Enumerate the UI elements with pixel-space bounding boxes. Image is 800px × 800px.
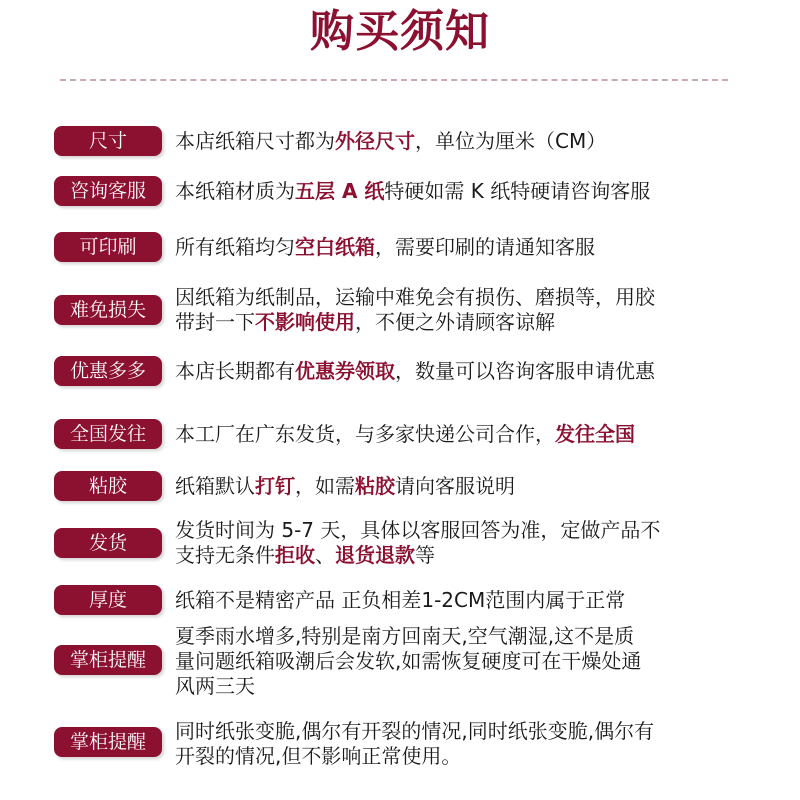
highlight-text: 优惠券领取 <box>295 359 395 383</box>
section-text-line <box>175 285 775 309</box>
section-text-line <box>175 624 775 648</box>
section-text-line <box>175 129 775 153</box>
body-text: 发货时间为 5-7 天，具体以客服回答为准，定做产品不 <box>175 518 661 542</box>
body-text: 风两三天 <box>175 674 255 698</box>
highlight-text: 打钉 <box>255 474 295 498</box>
body-text: 本工厂在广东发货，与多家快递公司合作， <box>175 422 555 446</box>
section-text-line <box>175 719 775 743</box>
section-text-line <box>175 649 775 673</box>
body-text: 带封一下 <box>175 310 255 334</box>
body-text: 所有纸箱均匀 <box>175 235 295 259</box>
highlight-text: 外径尺寸 <box>335 129 415 153</box>
section-badge: 全国发往 <box>54 419 162 449</box>
section-text-line <box>175 518 775 542</box>
body-text: ，不便之外请顾客谅解 <box>355 310 555 334</box>
highlight-text: 退货退款 <box>335 543 415 567</box>
section-text-line <box>175 588 775 612</box>
section-text-line <box>175 474 775 498</box>
body-text: 特硬如需 K 纸特硬请咨询客服 <box>384 179 651 203</box>
body-text: 等 <box>415 543 435 567</box>
body-text: ，需要印刷的请通知客服 <box>375 235 595 259</box>
section-badge: 可印刷 <box>54 232 162 262</box>
section-badge: 粘胶 <box>54 471 162 501</box>
body-text: 本店纸箱尺寸都为 <box>175 129 335 153</box>
highlight-text: 粘胶 <box>355 474 395 498</box>
body-text: 请向客服说明 <box>395 474 515 498</box>
section-badge: 难免损失 <box>54 295 162 325</box>
section-text-line <box>175 310 775 334</box>
highlight-text: 空白纸箱 <box>295 235 375 259</box>
section-badge: 掌柜提醒 <box>54 727 162 757</box>
body-text: ，数量可以咨询客服申请优惠 <box>395 359 655 383</box>
section-badge: 发货 <box>54 528 162 558</box>
section-text-line <box>175 674 775 698</box>
section-badge: 优惠多多 <box>54 356 162 386</box>
section-badge: 咨询客服 <box>54 176 162 206</box>
body-text: 同时纸张变脆,偶尔有开裂的情况,同时纸张变脆,偶尔有 <box>175 719 655 743</box>
section-badge: 尺寸 <box>54 126 162 156</box>
section-text-line <box>175 235 775 259</box>
section-text-line <box>175 359 775 383</box>
body-text: 纸箱默认 <box>175 474 255 498</box>
body-text: 本纸箱材质为 <box>175 179 295 203</box>
body-text: 开裂的情况,但不影响正常使用。 <box>175 744 462 768</box>
section-text-line <box>175 422 775 446</box>
body-text: 支持无条件 <box>175 543 275 567</box>
section-text-line <box>175 744 775 768</box>
highlight-text: 不影响使用 <box>255 310 355 334</box>
dashed-divider <box>60 79 728 81</box>
body-text: 量问题纸箱吸潮后会发软,如需恢复硬度可在干燥处通 <box>175 649 642 673</box>
body-text: 因纸箱为纸制品，运输中难免会有损伤、磨损等，用胶 <box>175 285 655 309</box>
section-badge: 掌柜提醒 <box>54 645 162 675</box>
body-text: 、 <box>315 543 335 567</box>
highlight-text: 五层 A 纸 <box>295 179 385 203</box>
highlight-text: 发往全国 <box>555 422 635 446</box>
body-text: ，如需 <box>295 474 355 498</box>
section-text-line <box>175 543 775 567</box>
body-text: 纸箱不是精密产品 正负相差1-2CM范围内属于正常 <box>175 588 626 612</box>
page-title: 购买须知 <box>310 6 490 57</box>
section-text-line <box>175 179 775 203</box>
section-badge: 厚度 <box>54 585 162 615</box>
body-text: 夏季雨水增多,特别是南方回南天,空气潮湿,这不是质 <box>175 624 635 648</box>
highlight-text: 拒收 <box>275 543 315 567</box>
body-text: ，单位为厘米（CM） <box>415 129 607 153</box>
body-text: 本店长期都有 <box>175 359 295 383</box>
